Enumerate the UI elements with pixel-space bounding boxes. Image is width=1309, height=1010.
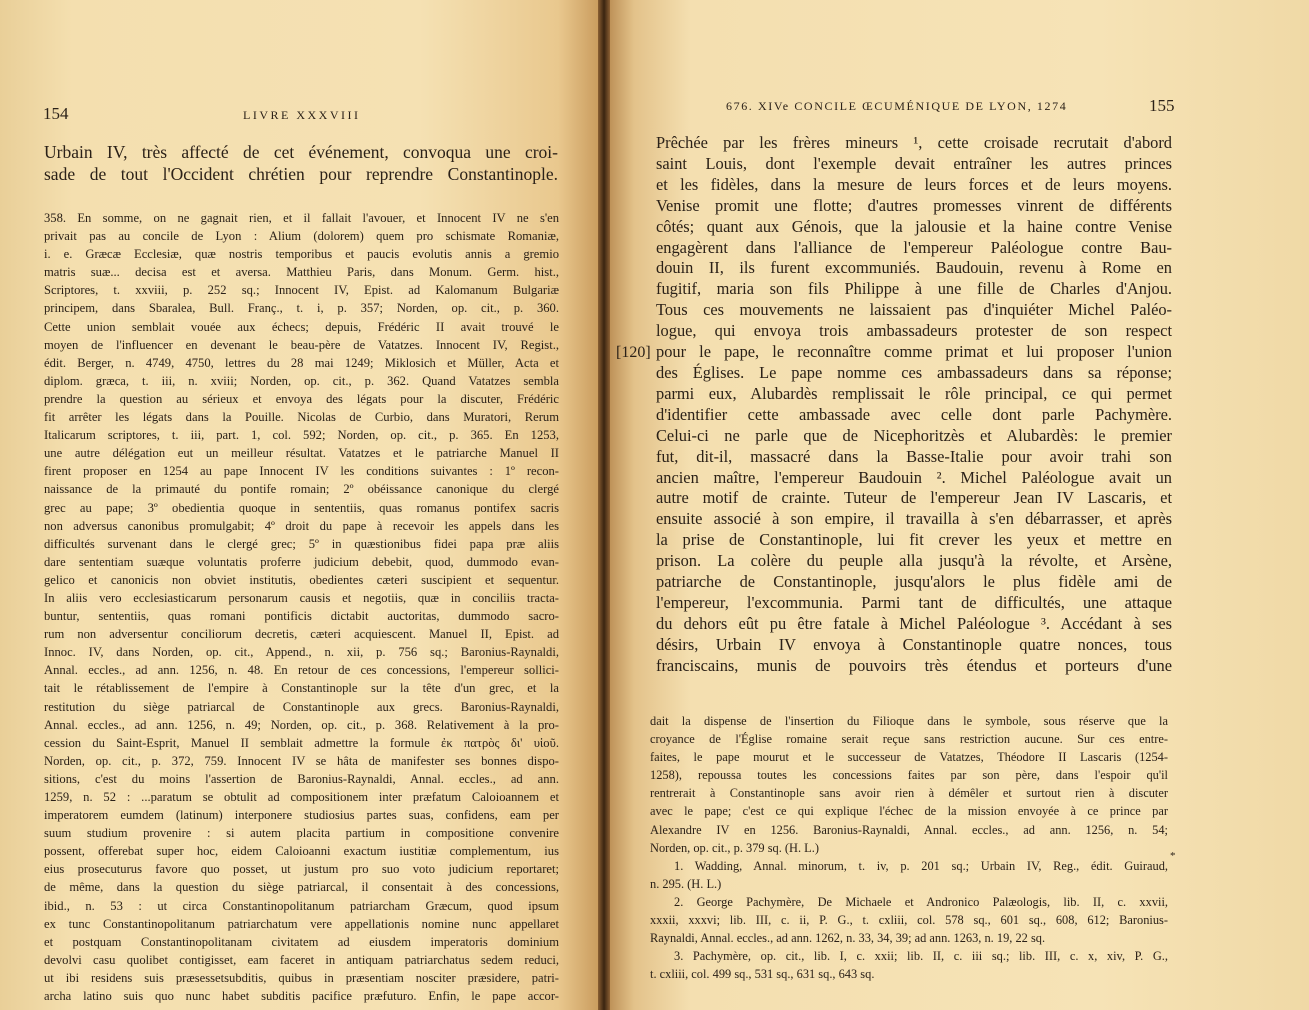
text-line: prison. La colère du peuple alla jusqu'à la révolte, et Arsène, — [656, 551, 1172, 571]
text-line: douin II, ils furent excommuniés. Baudouin, revenu à Rome en — [656, 258, 1172, 278]
text-line: suum studium provenire : si autem placita partium in compositione convenire — [44, 826, 559, 841]
text-line: ancien maître, l'empereur Baudouin ². Michel Paléologue avait un — [656, 467, 1172, 487]
text-line: sade de tout l'Occident chrétien pour reprendre Constantinople. — [44, 164, 558, 184]
text-line: des Églises. Le pape nomme ces ambassadeurs dans sa réponse; — [656, 362, 1172, 382]
text-line: rentrerait à Constantinople sans avoir rien à démêler et surtout rien à discuter — [650, 786, 1168, 801]
text-line: possent, offerebat super hoc, eidem Caloioanni exactum iustitiæ complementum, ius — [44, 844, 559, 859]
book-gutter — [598, 0, 610, 1010]
text-line: engagèrent dans l'alliance de l'empereur Paléologue contre Bau- — [656, 237, 1172, 257]
text-line: principem, dans Sbaralea, Bull. Franç., t. i, p. 357; Norden, op. cit., p. 360. — [44, 301, 559, 316]
text-line: 1. Wadding, Annal. minorum, t. iv, p. 201 sq.; Urbain IV, Reg., édit. Guiraud, — [674, 858, 1168, 873]
text-line: logue, qui envoya trois ambassadeurs protester de son respect — [656, 321, 1172, 341]
margin-mark: * — [1170, 850, 1176, 862]
text-line: 1259, n. 52 : ...paratum se obtulit ad compositionem inter præfatum Caloioannem et — [44, 790, 559, 804]
text-line: rum non adversentur conciliorum decretis, cæteri acquiescent. Manuel II, Epist. ad — [44, 627, 559, 642]
text-line: imperatorem eumdem (latinum) interponere studiosius partes suas, confidens, eam per — [44, 808, 559, 823]
text-line: restitution du siège patriarcal de Constantinople aux grecs. Baronius-Raynaldi, — [44, 699, 559, 714]
text-line: côtés; quant aux Génois, que la jalousie et la haine contre Venise — [656, 216, 1172, 236]
text-line: buntur, sententiis, quas romani pontificis dictabit auctoritas, dummodo sacro- — [44, 609, 559, 624]
text-line: la prise de Constantinople, lui fit crever les yeux et mettre en — [656, 530, 1172, 550]
text-line: In aliis vero ecclesiasticarum personarum causis et negotiis, quæ in conciliis tracta- — [44, 590, 559, 605]
text-line: prendre la question au sérieux et envoya des légats pour la discuter, Frédéric — [44, 391, 559, 406]
text-line: avec le pape; c'est ce qui explique l'échec de la mission envoyée à ce prince par — [650, 804, 1168, 819]
text-line: matris suæ... decisa est et aversa. Matthieu Paris, dans Monum. Germ. hist., — [44, 265, 559, 280]
text-line: autre motif de crainte. Tuteur de l'empereur Jean IV Lascaris, et — [656, 488, 1172, 508]
text-line: Urbain IV, très affecté de cet événement, convoqua une croi- — [44, 142, 558, 162]
text-line: désirs, Urbain IV envoya à Constantinople quatre nonces, tous — [656, 634, 1172, 654]
text-line: Tous ces mouvements ne laissaient pas d'inquiéter Michel Paléo- — [656, 300, 1172, 320]
text-line: 2. George Pachymère, De Michaele et Andronico Palæologis, lib. II, c. xxvii, — [674, 894, 1168, 909]
text-line: Annal. eccles., ad ann. 1256, n. 49; Norden, op. cit., p. 368. Relativement à la pro- — [44, 717, 559, 732]
text-line: Scriptores, t. xxviii, p. 252 sq.; Innocent IV, Epist. ad Kalomanum Bulgariæ — [44, 283, 559, 298]
text-line: devolvi casu quolibet contigisset, eam faceret in antiquam patriarchatus sedem reduci, — [44, 952, 559, 967]
text-line: parmi eux, Alubardès remplissait le rôle principal, ce qui permet — [656, 383, 1172, 403]
text-line: croyance de l'Église romaine serait reçue sans restriction aucune. Sur ces entre- — [650, 732, 1168, 747]
text-line: Alexandre IV en 1256. Baronius-Raynaldi, Annal. eccles., ad ann. 1256, n. 54; — [650, 822, 1168, 837]
text-line: ut ibi residens suis præsessetsubditis, quibus in præsentiam nosciter præsidere, patri- — [44, 970, 559, 985]
footnote-2 — [650, 893, 1168, 947]
text-line: franciscains, munis de pouvoirs très étendus et porteurs d'une — [656, 655, 1172, 675]
text-line: Norden, op. cit., p. 372, 759. Innocent IV se hâta de manifester ses bonnes dispo- — [44, 753, 559, 768]
text-line: patriarche de Constantinople, jusqu'alors le plus fidèle ami de — [656, 572, 1172, 592]
left-page-number: 154 — [43, 104, 69, 123]
text-line: Norden, op. cit., p. 379 sq. (H. L.) — [650, 840, 819, 855]
text-line: xxxii, xxxvi; lib. III, c. ii, P. G., t. cxliii, col. 578 sq., 601 sq., 608, 612; Baronius- — [650, 913, 1168, 928]
text-line: du dehors eût pu être fatale à Michel Paléologue ³. Accédant à ses — [656, 613, 1172, 633]
text-line: t. cxliii, col. 499 sq., 531 sq., 631 sq., 643 sq. — [650, 967, 875, 982]
text-line: cession du Saint-Esprit, Manuel II semblait admettre la formule ἐκ πατρὸς δι' υἱοῦ. — [44, 735, 559, 750]
text-line: Celui-ci ne parle que de Nicephoritzès et Alubardès: le premier — [656, 425, 1172, 445]
text-line: Innoc. IV, dans Norden, op. cit., Append., n. xii, p. 756 sq.; Baronius-Raynaldi, — [44, 645, 559, 660]
text-line: eius prosecuturus favore quo posset, ut justum pro suo voto judicium reportaret; — [44, 862, 559, 877]
text-line: et postquam Constantinopolitanam civitatem ad eiusdem imperatoris dominium — [44, 934, 559, 949]
text-line: l'empereur, l'excommunia. Parmi tant de difficultés, une attaque — [656, 592, 1172, 612]
margin-reference-number: [120] — [616, 344, 651, 361]
text-line: fugitif, maria son fils Philippe à une fille de Charles d'Anjou. — [656, 279, 1172, 299]
left-running-head: LIVRE XXXVIII — [243, 108, 361, 122]
right-footnote-block — [650, 712, 1168, 983]
text-line: de même, dans la question du siège patriarcal, il consentait à des concessions, — [44, 880, 559, 895]
text-line: une autre délégation eut un meilleur résultat. Vatatzes et le patriarche Manuel II — [44, 446, 559, 461]
left-footnote-block — [44, 209, 559, 1005]
text-line: 1258), repoussa toutes les concessions faites par son père, dans l'espoir qu'il — [650, 768, 1168, 783]
text-line: Raynaldi, Annal. eccles., ad ann. 1262, n. 33, 34, 39; ad ann. 1263, n. 19, 22 sq. — [650, 931, 1046, 946]
text-line: naissance de la primauté du pontife romain; 2º obéissance canonique du clergé — [44, 482, 559, 497]
text-line: difficultés survenant dans le clergé grec; 5º in quæstionibus fidei papa præ aliis — [44, 536, 559, 551]
text-line: ibid., n. 53 : ut circa Constantinopolitanum patriarcham Græcum, quod ipsum — [44, 898, 559, 913]
text-line: tait le rétablissement de l'empire à Constantinople sur la tête d'un grec, et la — [44, 681, 559, 696]
text-line: Venise promit une flotte; d'autres promesses vinrent de différents — [656, 195, 1172, 215]
right-running-head: 676. XIVe CONCILE ŒCUMÉNIQUE DE LYON, 1274 — [726, 99, 1068, 113]
text-line: et les fidèles, dans la mesure de leurs forces et de leurs moyens. — [656, 174, 1172, 194]
text-line: d'identifier cette ambassade avec celle dont parle Pachymère. — [656, 404, 1172, 424]
text-line: grec au pape; 3º obedientia quoque in sententiis, quas romanus pontifex sacris — [44, 500, 559, 515]
text-line: gelico et canonicis non obviet institutis, obedientes cæteri suscipient et sequentur. — [44, 572, 559, 587]
text-line: saint Louis, dont l'exemple devait entraîner les autres princes — [656, 153, 1172, 173]
text-line: non adversus canonibus promulgabit; 4º droit du pape à recevoir les appels dans les — [44, 518, 559, 533]
text-line: archa latino suis quo nunc habet subditis pacifice præfuturo. Enfin, le pape accor- — [44, 989, 559, 1004]
text-line: Annal. eccles., ad ann. 1256, n. 48. En retour de ces concessions, l'empereur sollici- — [44, 663, 559, 678]
text-line: ensuite associé à son empire, il travailla à s'en débarrasser, et après — [656, 509, 1172, 529]
text-line: i. e. Græcæ Ecclesiæ, quæ nostris temporibus et paucis evolutis annis a gremio — [44, 247, 559, 262]
text-line: 358. En somme, on ne gagnait rien, et il fallait l'avouer, et Innocent IV ne s'en — [44, 211, 559, 225]
text-line: faites, le pape mourut et le successeur de Vatatzes, Théodore II Lascaris (1254- — [650, 750, 1168, 765]
text-line: édit. Berger, n. 4749, 4750, lettres du 28 mai 1249; Miklosich et Müller, Acta et — [44, 355, 559, 370]
text-line: fit arrêter les légats dans la Pouille. Nicolas de Curbio, dans Muratori, Rerum — [44, 410, 559, 425]
text-line: privait pas au concile de Lyon : Alium (dolorem) quem pro schismate Romaniæ, — [44, 229, 559, 244]
footnote-3 — [650, 947, 1168, 983]
text-line: diplom. græca, t. iii, n. xviii; Norden, op. cit., p. 362. Quand Vatatzes sembla — [44, 373, 559, 388]
text-line: dait la dispense de l'insertion du Filioque dans le symbole, sous réserve que la — [650, 714, 1168, 728]
right-main-text — [656, 133, 1172, 677]
text-line: Italicarum scriptores, t. iii, part. 1, col. 592; Norden, op. cit., p. 365. En 1253, — [44, 428, 559, 443]
text-line: pour le pape, le reconnaître comme primat et lui proposer l'union — [656, 342, 1172, 362]
text-line: moyen de l'influencer en devenant le beau-père de Vatatzes. Innocent IV, Regist., — [44, 337, 559, 352]
text-line: dare sententiam suæque voluntatis proferre judicium debebit, quod, dummodo evan- — [44, 554, 559, 569]
text-line: 3. Pachymère, op. cit., lib. I, c. xxii; lib. II, c. iii sq.; lib. III, c. x, xiv, P. G., — [674, 949, 1168, 964]
text-line: ex tunc Constantinopolitanum patriarchatum vere appellationis nomine nunc appellaret — [44, 916, 559, 931]
text-line: sitions, c'est du moins l'assertion de Baronius-Raynaldi, Annal. eccles., ad ann. — [44, 771, 559, 786]
text-line: n. 295. (H. L.) — [650, 876, 722, 891]
text-line: Cette union semblait vouée aux échecs; depuis, Frédéric II avait trouvé le — [44, 319, 559, 334]
left-main-text — [44, 141, 558, 185]
text-line: fut, dit-il, massacré dans la Basse-Italie pour avoir trahi son — [656, 446, 1172, 466]
footnote-1 — [650, 857, 1168, 893]
text-line: firent proposer en 1254 au pape Innocent IV les conditions suivantes : 1º recon- — [44, 464, 559, 479]
text-line: Prêchée par les frères mineurs ¹, cette croisade recrutait d'abord — [656, 133, 1172, 152]
right-page-number: 155 — [1149, 96, 1175, 115]
